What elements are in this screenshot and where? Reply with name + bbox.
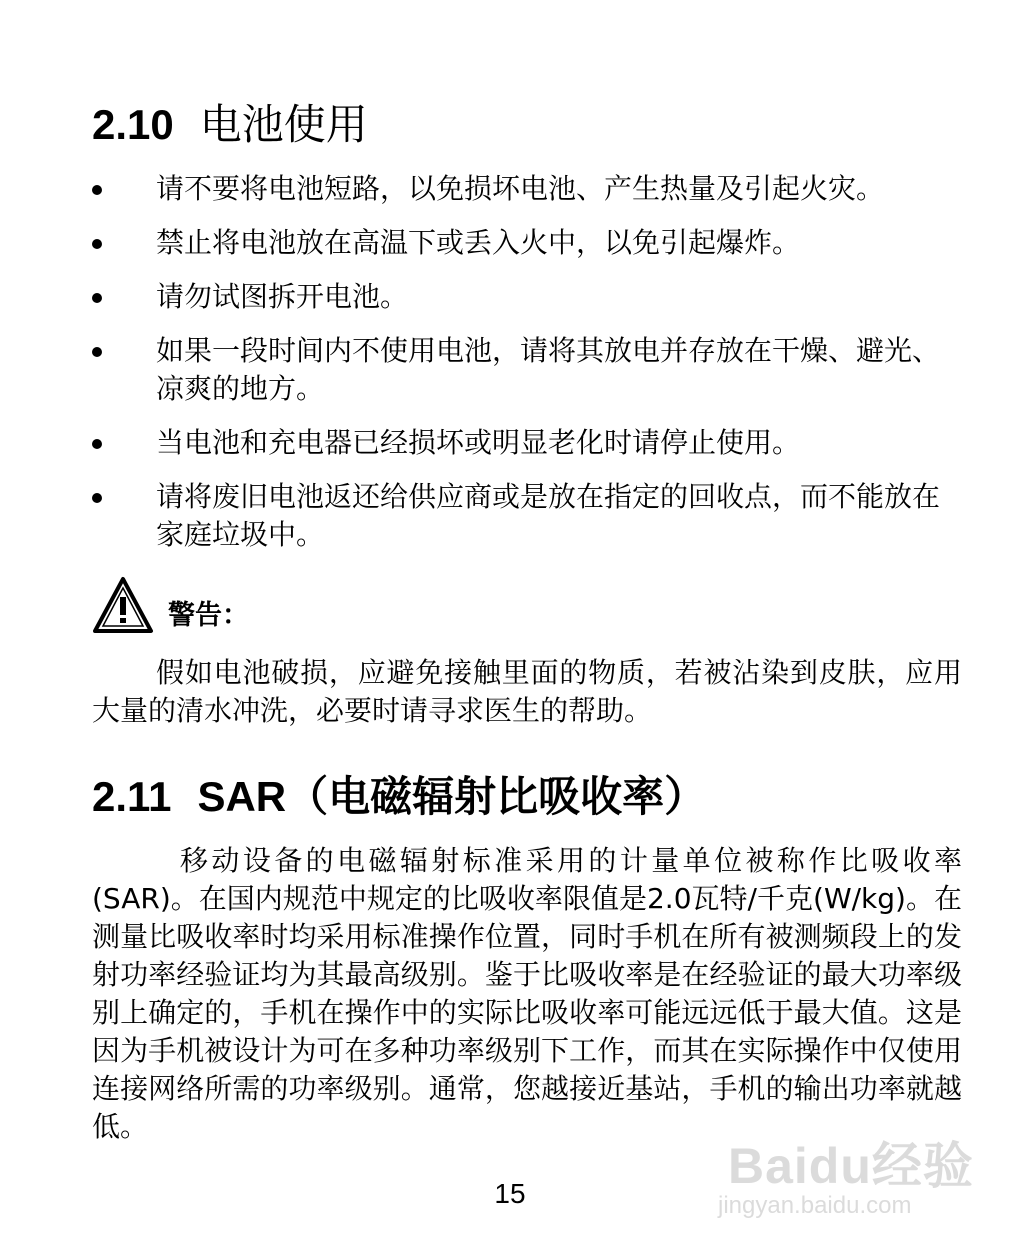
sar-paragraph: 移动设备的电磁辐射标准采用的计量单位被称作比吸收率(SAR)。在国内规范中规定的比吸收率限值是2.0瓦特/千克(W/kg)。在测量比吸收率时均采用标准操作位置，同时手机在所有被测频段上的发射功率经验证均为其最高级别。鉴于比吸收率是在经验证的最大功率级别上确定的，手机在操作中的实际比吸收率可能远远低于最大值。这是因为手机被设计为可在多种功率级别下工作，而其在实际操作中仅使用连接网络所需的功率级别。通常，您越接近基站，手机的输出功率就越低。	[92, 844, 962, 1143]
list-item: 请勿试图拆开电池。	[92, 278, 962, 316]
list-item: 禁止将电池放在高温下或丢入火中，以免引起爆炸。	[92, 224, 962, 262]
bullet-icon	[92, 347, 102, 357]
section-number: 2.11	[92, 773, 172, 820]
page-number: 15	[494, 1178, 526, 1209]
section-number: 2.10	[92, 101, 174, 148]
list-item: 如果一段时间内不使用电池，请将其放电并存放在干燥、避光、凉爽的地方。	[92, 332, 962, 408]
battery-usage-list	[92, 170, 962, 570]
watermark-logo: Baidu经验	[728, 1138, 974, 1194]
list-item: 当电池和充电器已经损坏或明显老化时请停止使用。	[92, 424, 962, 462]
section-title-zh: （电磁辐射比吸收率）	[286, 772, 707, 821]
list-item: 请将废旧电池返还给供应商或是放在指定的回收点，而不能放在家庭垃圾中。	[92, 478, 962, 554]
warning-label: 警告：	[168, 600, 249, 631]
warning-text: 假如电池破损，应避免接触里面的物质，若被沾染到皮肤，应用大量的清水冲洗，必要时请寻求医生的帮助。	[92, 656, 962, 727]
section-title: 电池使用	[199, 100, 368, 149]
section-heading-2-10	[92, 100, 368, 149]
bullet-icon	[92, 293, 102, 303]
warning-triangle-icon	[92, 576, 154, 634]
watermark-url: jingyan.baidu.com	[718, 1192, 912, 1219]
warning-header	[92, 574, 249, 634]
bullet-icon	[92, 239, 102, 249]
bullet-icon	[92, 185, 102, 195]
section-heading-2-11	[92, 772, 707, 821]
bullet-icon	[92, 493, 102, 503]
section-title-en: SAR	[197, 773, 287, 820]
watermark	[718, 1126, 978, 1236]
bullet-icon	[92, 439, 102, 449]
list-item: 请不要将电池短路，以免损坏电池、产生热量及引起火灾。	[92, 170, 962, 208]
